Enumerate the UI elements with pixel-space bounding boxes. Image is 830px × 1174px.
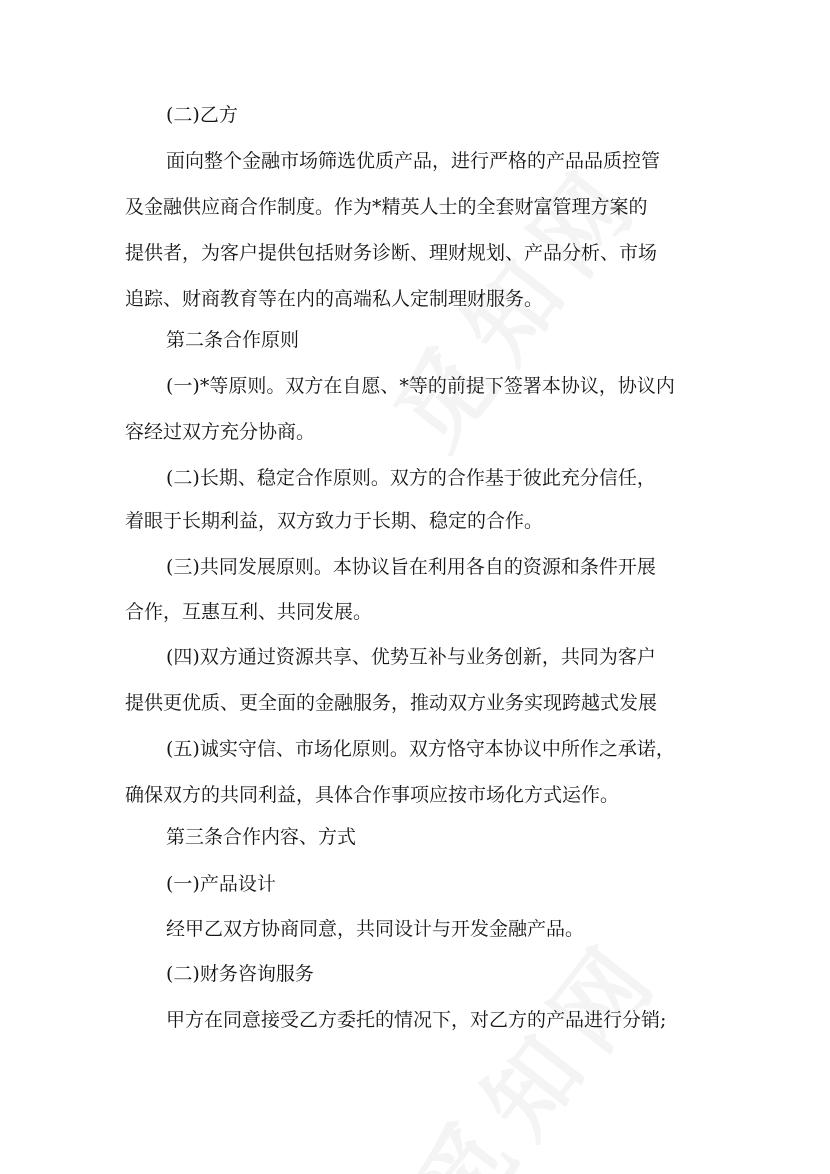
paragraph-line: (四)双方通过资源共享、优势互补与业务创新，共同为客户 <box>166 646 656 668</box>
paragraph-line: 容经过双方充分协商。 <box>125 421 316 443</box>
paragraph-line: 甲方在同意接受乙方委托的情况下，对乙方的产品进行分销; <box>166 1009 667 1031</box>
paragraph-line: 确保双方的共同利益，具体合作事项应按市场化方式运作。 <box>125 784 620 806</box>
paragraph-line: (二)长期、稳定合作原则。双方的合作基于彼此充分信任， <box>166 467 656 489</box>
paragraph-line: 经甲乙双方协商同意，共同设计与开发金融产品。 <box>166 918 585 940</box>
paragraph-line: (三)共同发展原则。本协议旨在利用各自的资源和条件开展 <box>166 556 656 578</box>
paragraph-line: 提供者，为客户提供包括财务诊断、理财规划、产品分析、市场 <box>125 242 658 264</box>
paragraph-line: 面向整个金融市场筛选优质产品，进行严格的产品品质控管 <box>166 150 661 172</box>
article-heading: 第三条合作内容、方式 <box>166 826 357 848</box>
paragraph-line: 及金融供应商合作制度。作为*精英人士的全套财富管理方案的 <box>125 196 648 218</box>
section-heading: (一)产品设计 <box>166 873 276 895</box>
paragraph-line: (一)*等原则。双方在自愿、*等的前提下签署本协议，协议内 <box>166 375 675 397</box>
paragraph-line: 追踪、财商教育等在内的高端私人定制理财服务。 <box>125 288 544 310</box>
paragraph-line: 合作，互惠互利、共同发展。 <box>125 601 373 623</box>
article-heading: 第二条合作原则 <box>166 329 300 351</box>
paragraph-line: 提供更优质、更全面的金融服务，推动双方业务实现跨越式发展 <box>125 692 658 714</box>
watermark <box>380 905 687 1174</box>
paragraph-line: (五)诚实守信、市场化原则。双方恪守本协议中所作之承诺， <box>166 738 675 760</box>
section-heading: (二)乙方 <box>166 104 238 126</box>
paragraph-line: 着眼于长期利益，双方致力于长期、稳定的合作。 <box>125 510 544 532</box>
section-heading: (二)财务咨询服务 <box>166 963 314 985</box>
